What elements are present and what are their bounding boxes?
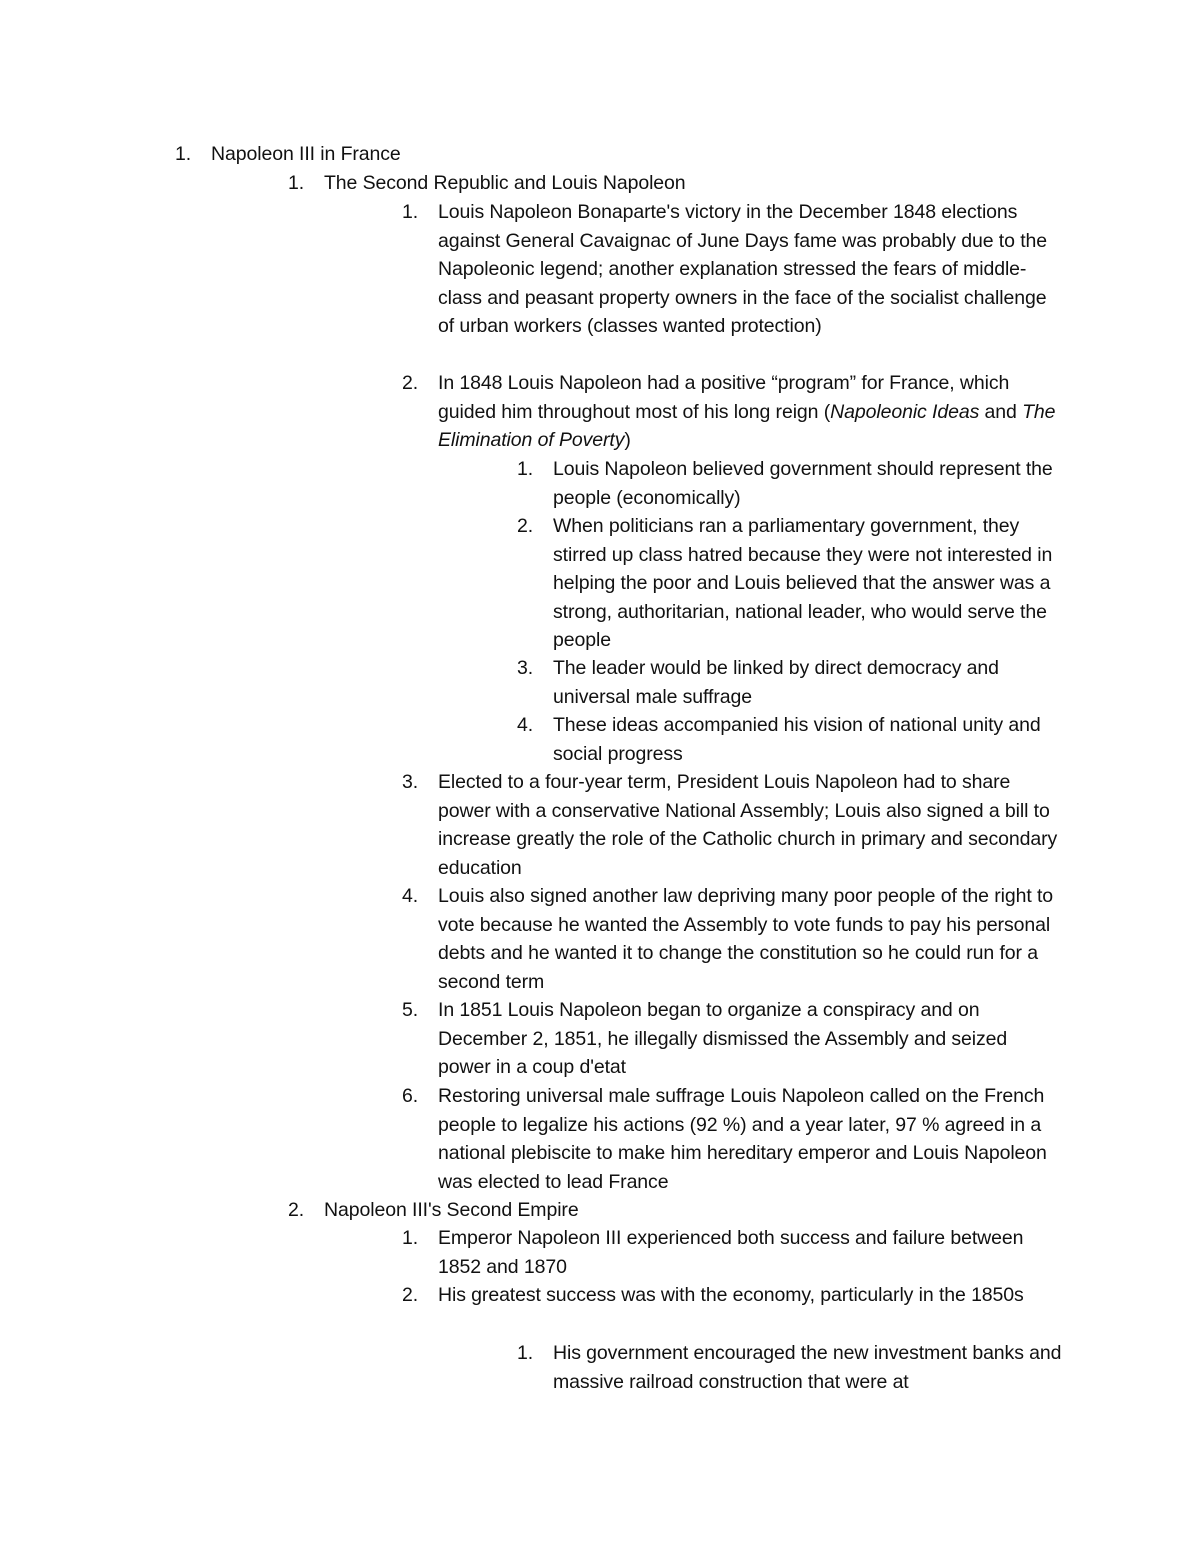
list-item-text: Napoleon III's Second Empire <box>324 1199 579 1221</box>
list-number: 1. <box>288 172 305 194</box>
outline-item <box>402 369 1063 455</box>
list-item-text: In 1848 Louis Napoleon had a positive “program” for France, which guided him throughout most of his long reign (Napoleonic Ideas and The Elimination of Poverty) <box>438 372 1056 452</box>
list-number: 1. <box>402 1227 419 1249</box>
list-item-text: Louis Napoleon believed government should represent the people (economically) <box>553 458 1053 509</box>
list-number: 4. <box>402 885 419 907</box>
outline-item <box>517 654 1068 711</box>
outline-item <box>402 198 1063 341</box>
outline-item <box>517 711 1068 768</box>
outline-item <box>288 1196 1024 1225</box>
list-item-text: The leader would be linked by direct democracy and universal male suffrage <box>553 657 999 708</box>
outline-item <box>402 1224 1063 1281</box>
list-number: 2. <box>402 1284 419 1306</box>
list-item-text: Restoring universal male suffrage Louis Napoleon called on the French people to legalize his actions (92 %) and a year later, 97 % agreed in a national plebiscite to make him hereditary emperor and Louis Napoleon was elected to lead France <box>438 1085 1047 1193</box>
outline-item <box>402 996 1063 1082</box>
list-item-text: When politicians ran a parliamentary government, they stirred up class hatred because they were not interested in helping the poor and Louis believed that the answer was a strong, authoritarian, national leader, who would serve the people <box>553 515 1053 652</box>
list-item-text: His government encouraged the new investment banks and massive railroad construction that were at <box>553 1342 1062 1393</box>
outline-item <box>175 140 401 169</box>
list-number: 3. <box>402 771 419 793</box>
book-title: The Elimination of Poverty <box>438 400 1056 452</box>
list-item-text: The Second Republic and Louis Napoleon <box>324 172 686 194</box>
list-number: 6. <box>402 1085 419 1107</box>
outline-item <box>517 455 1068 512</box>
list-number: 5. <box>402 999 419 1021</box>
list-number: 2. <box>402 372 419 394</box>
list-item-text: Emperor Napoleon III experienced both success and failure between 1852 and 1870 <box>438 1227 1024 1278</box>
outline-item <box>517 1339 1068 1396</box>
outline-item <box>402 1281 1063 1310</box>
list-number: 1. <box>175 143 192 165</box>
outline-item <box>402 1082 1063 1196</box>
book-title: Napoleonic Ideas <box>830 400 980 423</box>
list-number: 1. <box>517 1342 534 1364</box>
list-item-text: Elected to a four-year term, President Louis Napoleon had to share power with a conservative National Assembly; Louis also signed a bill to increase greatly the role of the Catholic church in primary and secondary education <box>438 771 1058 879</box>
outline-item <box>288 169 1024 198</box>
list-number: 4. <box>517 714 534 736</box>
list-item-text: His greatest success was with the economy, particularly in the 1850s <box>438 1284 1024 1306</box>
outline-item <box>402 768 1063 882</box>
list-item-text: Louis also signed another law depriving many poor people of the right to vote because he wanted the Assembly to vote funds to pay his personal debts and he wanted it to change the constitution so he could run for a second term <box>438 885 1054 993</box>
list-item-text: Napoleon III in France <box>211 143 401 165</box>
list-number: 1. <box>402 201 419 223</box>
list-item-text: Louis Napoleon Bonaparte's victory in the December 1848 elections against General Cavaignac of June Days fame was probably due to the Napoleonic legend; another explanation stressed the fears of middle-class and peasant property owners in the face of the socialist challenge of urban workers (classes wanted protection) <box>438 201 1047 338</box>
list-item-text: These ideas accompanied his vision of national unity and social progress <box>553 714 1041 765</box>
outline-item <box>517 512 1068 655</box>
list-number: 2. <box>517 515 534 537</box>
list-item-text: In 1851 Louis Napoleon began to organize a conspiracy and on December 2, 1851, he illegally dismissed the Assembly and seized power in a coup d'etat <box>438 999 1008 1079</box>
list-number: 3. <box>517 657 534 679</box>
outline-item <box>402 882 1063 996</box>
list-number: 2. <box>288 1199 305 1221</box>
list-number: 1. <box>517 458 534 480</box>
